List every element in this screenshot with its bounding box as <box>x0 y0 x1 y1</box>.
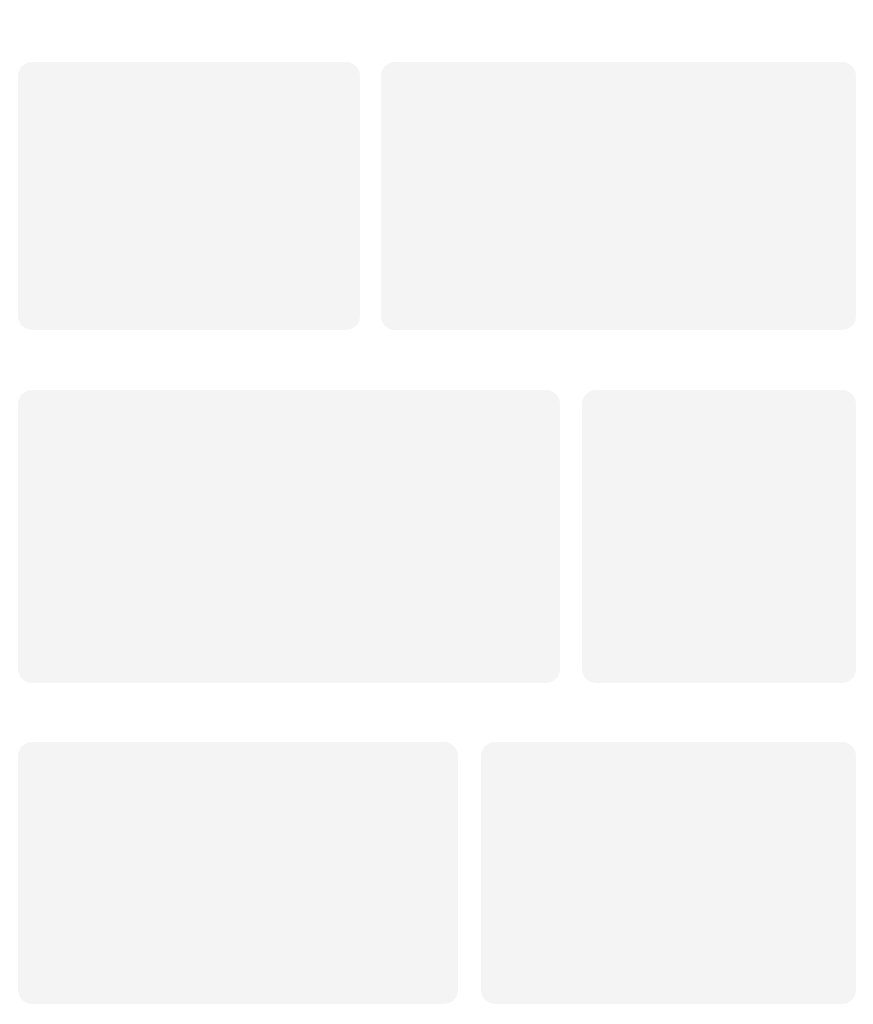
thread-coverage-title <box>582 360 856 382</box>
section-length <box>481 712 856 1004</box>
length-panel <box>481 742 856 1004</box>
section-tip-types <box>18 360 560 683</box>
thread-pitch-panel <box>18 742 458 1004</box>
section-head-types <box>18 32 360 330</box>
finish-types-title <box>381 32 856 54</box>
head-types-panel <box>18 62 360 330</box>
section-finish-types <box>381 32 856 330</box>
length-diagram <box>481 742 856 1004</box>
section-thread-coverage <box>582 360 856 683</box>
section-thread-pitch <box>18 712 458 1004</box>
tip-types-panel <box>18 390 560 683</box>
tip-types-title <box>18 360 560 382</box>
finish-types-panel <box>381 62 856 330</box>
thread-pitch-title <box>18 712 458 734</box>
thread-coverage-panel <box>582 390 856 683</box>
thread-pitch-diagram <box>18 742 458 1004</box>
head-types-title <box>18 32 360 54</box>
length-title <box>481 712 856 734</box>
